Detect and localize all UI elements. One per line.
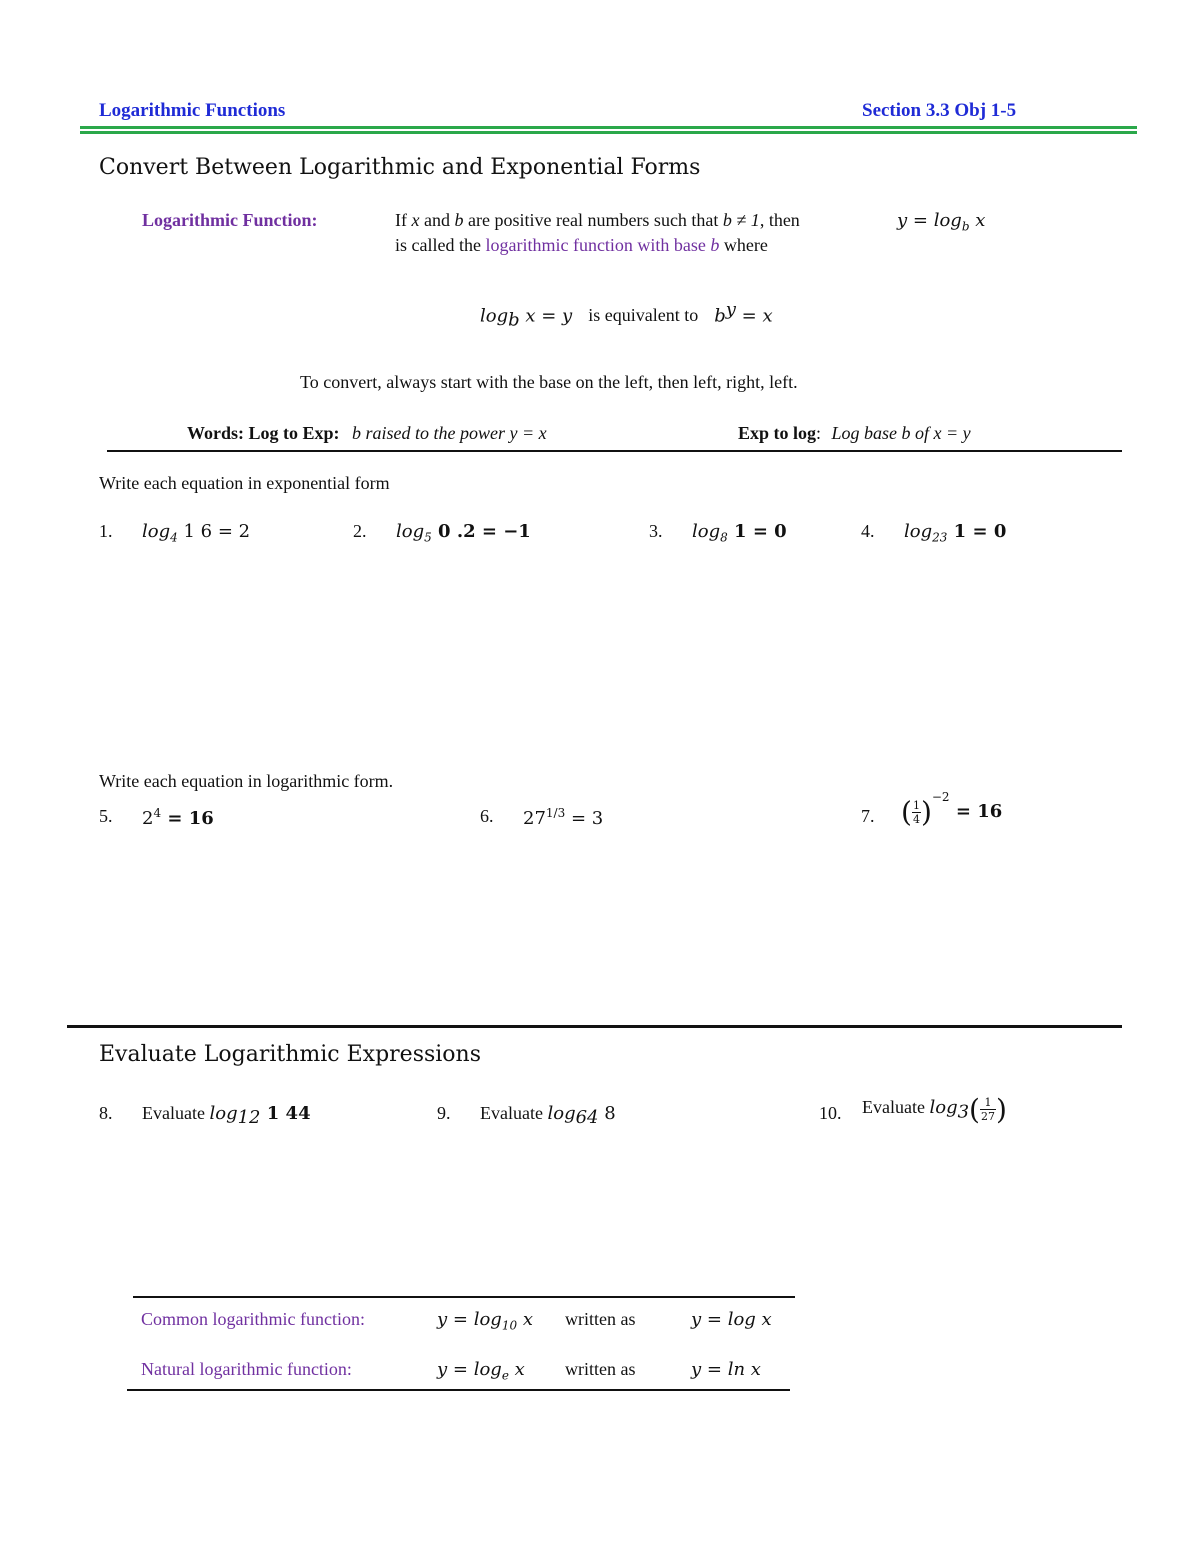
equivalence-statement: $\log_b x = y$ is equivalent to $b^y = x$	[480, 299, 773, 331]
section-title-evaluate: Evaluate Logarithmic Expressions	[99, 1042, 482, 1067]
natural-log-written-as: written as	[565, 1359, 636, 1379]
problem-6-equation: $27^{1/3} = 3$	[523, 806, 604, 829]
common-log-short: y = log x	[691, 1309, 772, 1330]
problem-6-number: 6.	[480, 806, 494, 826]
document-title: Logarithmic Functions	[99, 100, 286, 121]
section-divider	[67, 1025, 1122, 1028]
header-rule-bottom	[80, 131, 1137, 134]
section-label: Section 3.3 Obj 1-5	[862, 100, 1017, 121]
problem-1-equation: $\log_4 1$ 6 = 2	[142, 521, 251, 545]
common-log-formula: $y = \log_{10} x$	[437, 1309, 533, 1333]
common-log-label: Common logarithmic function:	[141, 1309, 365, 1329]
words-log-to-exp: Words: Log to Exp: b raised to the power y = x	[187, 423, 547, 443]
problem-5-equation: $2^4 = 16$	[142, 806, 214, 829]
convert-tip: To convert, always start with the base on the left, then left, right, left.	[300, 372, 798, 392]
problem-2-number: 2.	[353, 521, 367, 541]
problem-8-expression: Evaluate $\log_{12} 1$ 44	[142, 1103, 311, 1129]
words-rule	[107, 450, 1122, 452]
problem-2-equation: $\log_5 0$ .2 = −1	[396, 521, 531, 545]
header-rule-top	[80, 126, 1137, 129]
problem-10-expression: Evaluate $\log_3$( $\frac{1}{27}$ )	[862, 1093, 1007, 1126]
problem-10-number: 10.	[819, 1103, 842, 1123]
problem-7-number: 7.	[861, 806, 875, 826]
instruction-exponential-form: Write each equation in exponential form	[99, 473, 390, 493]
natural-log-label: Natural logarithmic function:	[141, 1359, 352, 1379]
definition-formula: $y = \log_b x$	[897, 210, 986, 234]
box-rule-bottom	[127, 1389, 790, 1391]
problem-9-expression: Evaluate $\log_{64} 8$	[480, 1103, 616, 1129]
problem-3-number: 3.	[649, 521, 663, 541]
natural-log-formula: $y = \log_e x$	[437, 1359, 525, 1383]
problem-4-equation: $\log_{23} 1 = 0$	[904, 521, 1007, 545]
problem-1-number: 1.	[99, 521, 113, 541]
definition-line-1: If x and b are positive real numbers such that b ≠ 1, then	[395, 210, 800, 230]
problem-9-number: 9.	[437, 1103, 451, 1123]
definition-line-2: is called the logarithmic function with base b where	[395, 235, 768, 255]
words-exp-to-log: Exp to log: Log base b of x = y	[738, 423, 971, 443]
problem-4-number: 4.	[861, 521, 875, 541]
section-title-convert: Convert Between Logarithmic and Exponential Forms	[99, 155, 701, 180]
common-log-written-as: written as	[565, 1309, 636, 1329]
instruction-logarithmic-form: Write each equation in logarithmic form.	[99, 771, 394, 791]
problem-5-number: 5.	[99, 806, 113, 826]
natural-log-short: y = ln x	[691, 1359, 761, 1380]
problem-3-equation: $\log_8 1 = 0$	[692, 521, 787, 545]
problem-7-equation: ( $\frac{1}{4}$ )$^{-2}$ = 16	[901, 790, 1003, 829]
box-rule-top	[133, 1296, 795, 1298]
problem-8-number: 8.	[99, 1103, 113, 1123]
definition-label: Logarithmic Function:	[142, 210, 318, 230]
